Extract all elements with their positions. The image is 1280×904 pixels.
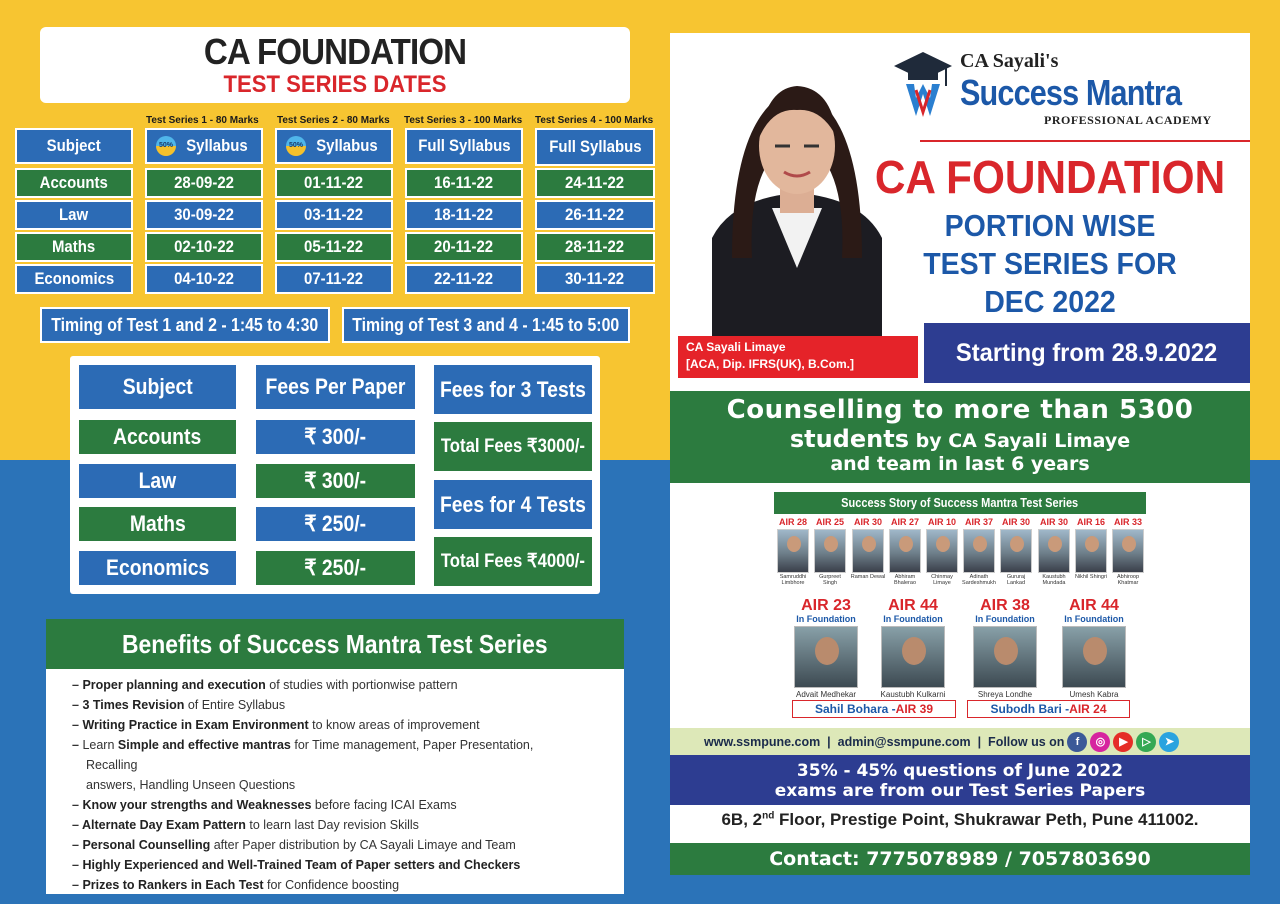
date-cell: 20-11-22 — [405, 232, 523, 262]
page-title: CA FOUNDATION — [203, 31, 467, 72]
date-cell: 07-11-22 — [275, 264, 393, 294]
fee-cell: ₹ 250/- — [254, 505, 417, 543]
page-subtitle: TEST SERIES DATES — [223, 71, 447, 98]
foundation-topper-card: AIR 23 In Foundation Advait Medhekar — [795, 597, 857, 699]
topper-photo — [1112, 529, 1144, 573]
logo-small-text: CA Sayali's — [960, 50, 1059, 72]
topper-photo — [881, 626, 945, 688]
foundation-topper-card: AIR 44 In Foundation Umesh Kabra — [1058, 598, 1130, 699]
hero-line: TEST SERIES FOR — [923, 246, 1177, 281]
series-header-2: Test Series 2 - 80 Marks — [277, 115, 390, 126]
topper-photo — [1000, 529, 1032, 573]
date-cell: 01-11-22 — [275, 168, 393, 198]
topper-photo — [1038, 529, 1070, 573]
topper-card: AIR 25 Gurpreet Singh — [815, 517, 844, 586]
extra-topper-badge: Subodh Bari - AIR 24 — [967, 700, 1130, 718]
benefits-list — [72, 675, 612, 895]
fees-row-subject: Economics — [77, 549, 238, 587]
date-cell: 03-11-22 — [275, 200, 393, 230]
benefit-item: – Writing Practice in Exam Environment to know areas of improvement — [72, 715, 612, 735]
topper-card: AIR 30 Raman Dewal — [850, 517, 886, 580]
fees-4-tests-label: Fees for 4 Tests — [432, 478, 594, 531]
hero-line: PORTION WISE — [944, 208, 1156, 243]
contact-web-bar — [670, 728, 1250, 755]
percent-line: exams are from our Test Series Papers — [774, 781, 1146, 801]
benefit-item: – Learn Simple and effective mantras for Time management, Paper Presentation, — [72, 735, 612, 755]
benefits-title: Benefits of Success Mantra Test Series — [46, 619, 624, 669]
fees-per-paper-header: Fees Per Paper — [254, 363, 417, 411]
logo-divider — [920, 140, 1250, 142]
series-header-1: Test Series 1 - 80 Marks — [146, 115, 259, 126]
benefit-item: – Personal Counselling after Paper distribution by CA Sayali Limaye and Team — [72, 835, 612, 855]
dates-row-subject: Law — [15, 200, 133, 230]
questions-percent-banner — [670, 755, 1250, 805]
benefit-item: Recalling — [86, 758, 138, 772]
topper-card: AIR 16 Nikhil Shingri — [1074, 517, 1108, 580]
topper-photo — [814, 529, 846, 573]
benefit-item: – 3 Times Revision of Entire Syllabus — [72, 695, 612, 715]
faculty-name-badge — [678, 336, 918, 378]
date-cell: 18-11-22 — [405, 200, 523, 230]
fees-row-subject: Maths — [77, 505, 238, 543]
date-cell: 30-11-22 — [535, 264, 655, 294]
date-cell: 30-09-22 — [145, 200, 263, 230]
date-cell: 02-10-22 — [145, 232, 263, 262]
youtube-icon[interactable]: ▶ — [1113, 732, 1133, 752]
date-cell: 28-09-22 — [145, 168, 263, 198]
topper-card: AIR 33 Abhiroop Khatmar — [1113, 517, 1142, 586]
topper-card: AIR 37 Adinath Sardeshmukh — [962, 517, 996, 586]
topper-photo — [777, 529, 809, 573]
date-cell: 05-11-22 — [275, 232, 393, 262]
foundation-topper-card: AIR 44 In Foundation Kaustubh Kulkarni — [880, 597, 946, 699]
fees-row-subject: Law — [77, 462, 238, 500]
dates-row-subject: Accounts — [15, 168, 133, 198]
date-cell: 22-11-22 — [405, 264, 523, 294]
percent-line: 35% - 45% questions of June 2022 — [796, 761, 1124, 781]
topper-photo — [1075, 529, 1107, 573]
topper-card: AIR 27 Abhiram Bhalerao — [890, 517, 919, 586]
counselling-line: students by CA Sayali Limaye — [789, 425, 1131, 453]
counselling-line: Counselling to more than 5300 — [726, 395, 1194, 425]
fees-3-tests-label: Fees for 3 Tests — [432, 363, 594, 416]
start-date-banner: Starting from 28.9.2022 — [924, 323, 1250, 383]
address: 6B, 2nd Floor, Prestige Point, Shukrawar Peth, Pune 411002. — [721, 810, 1199, 829]
benefit-item: – Proper planning and execution of studies with portionwise pattern — [72, 675, 612, 695]
logo-subtitle: PROFESSIONAL ACADEMY — [1044, 113, 1212, 127]
fee-cell: ₹ 300/- — [254, 418, 417, 456]
facebook-icon[interactable]: f — [1067, 732, 1087, 752]
hero-subtitle — [894, 207, 1207, 321]
instagram-icon[interactable]: ◎ — [1090, 732, 1110, 752]
topper-photo — [852, 529, 884, 573]
series-header-3: Test Series 3 - 100 Marks — [404, 115, 523, 126]
logo-brand: Success Mantra — [960, 72, 1182, 113]
fees-subject-header: Subject — [77, 363, 238, 411]
fees-row-subject: Accounts — [77, 418, 238, 456]
google-play-icon[interactable]: ▷ — [1136, 732, 1156, 752]
topper-photo — [926, 529, 958, 573]
series-header-4: Test Series 4 - 100 Marks — [535, 115, 654, 126]
topper-photo — [1062, 626, 1126, 688]
faculty-qualifications: [ACA, Dip. IFRS(UK), B.Com.] — [686, 357, 854, 371]
benefit-item: – Alternate Day Exam Pattern to learn last Day revision Skills — [72, 815, 612, 835]
website-links[interactable]: www.ssmpune.com | admin@ssmpune.com | Follow us on — [704, 734, 1065, 749]
benefit-item: answers, Handling Unseen Questions — [86, 778, 296, 792]
date-cell: 24-11-22 — [535, 168, 655, 198]
fees-3-tests-total: Total Fees ₹3000/- — [432, 420, 594, 473]
timing-test-1-2: Timing of Test 1 and 2 - 1:45 to 4:30 — [40, 307, 330, 343]
counselling-banner — [670, 391, 1250, 483]
dates-subject-header: Subject — [15, 128, 133, 164]
extra-topper-badge: Sahil Bohara - AIR 39 — [792, 700, 956, 718]
half-syllabus-icon: 50% — [156, 136, 176, 156]
foundation-topper-card: AIR 38 In Foundation Shreya Londhe — [969, 598, 1041, 699]
benefit-item: – Highly Experienced and Well-Trained Team of Paper setters and Checkers — [72, 855, 612, 875]
topper-card: AIR 28 Samruddhi Limbhore — [778, 517, 807, 586]
hero-line: DEC 2022 — [984, 284, 1116, 319]
date-cell: 26-11-22 — [535, 200, 655, 230]
topper-photo — [794, 626, 858, 688]
topper-card: AIR 30 Gururaj Lankad — [1001, 517, 1030, 586]
timing-test-3-4: Timing of Test 3 and 4 - 1:45 to 5:00 — [342, 307, 630, 343]
benefit-item: – Prizes to Rankers in Each Test for Confidence boosting — [72, 875, 612, 895]
syllabus-header-4: Full Syllabus — [535, 128, 655, 166]
telegram-icon[interactable]: ➤ — [1159, 732, 1179, 752]
topper-photo — [889, 529, 921, 573]
success-story-title: Success Story of Success Mantra Test Series — [774, 492, 1146, 514]
counselling-line: and team in last 6 years — [830, 453, 1090, 475]
topper-photo — [973, 626, 1037, 688]
hero-title: CA FOUNDATION — [874, 151, 1226, 203]
benefit-item: – Know your strengths and Weaknesses before facing ICAI Exams — [72, 795, 612, 815]
fee-cell: ₹ 300/- — [254, 462, 417, 500]
fee-cell: ₹ 250/- — [254, 549, 417, 587]
faculty-name: CA Sayali Limaye — [686, 340, 786, 354]
syllabus-header-2: 50% Syllabus — [275, 128, 393, 164]
dates-row-subject: Maths — [15, 232, 133, 262]
contact-numbers: Contact: 7775078989 / 7057803690 — [670, 843, 1250, 875]
date-cell: 04-10-22 — [145, 264, 263, 294]
syllabus-header-3: Full Syllabus — [405, 128, 523, 164]
half-syllabus-icon: 50% — [286, 136, 306, 156]
topper-photo — [963, 529, 995, 573]
date-cell: 28-11-22 — [535, 232, 655, 262]
topper-card: AIR 30 Kaustubh Mundada — [1039, 517, 1068, 586]
syllabus-header-1: 50% Syllabus — [145, 128, 263, 164]
date-cell: 16-11-22 — [405, 168, 523, 198]
fees-4-tests-total: Total Fees ₹4000/- — [432, 535, 594, 588]
topper-card: AIR 10 Chinmay Limaye — [927, 517, 956, 586]
title-card — [40, 27, 630, 103]
dates-row-subject: Economics — [15, 264, 133, 294]
